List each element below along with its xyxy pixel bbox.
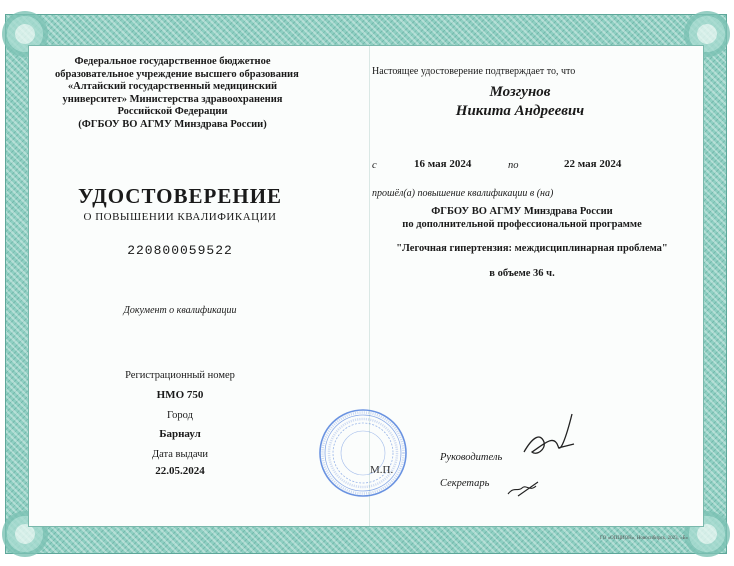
certifies-text: Настоящее удостоверение подтверждает то, что — [372, 66, 576, 77]
passed-text: прошёл(а) повышение квалификации в (на) — [372, 188, 554, 199]
document-title: УДОСТОВЕРЕНИЕ — [77, 184, 283, 208]
program-hours: в объеме 36 ч. — [489, 268, 555, 279]
issue-date-label: Дата выдачи — [151, 449, 209, 460]
to-date: 22 мая 2024 — [564, 158, 622, 170]
city-value: Барнаул — [159, 428, 201, 440]
head-label: Руководитель — [440, 452, 503, 463]
org-line: «Алтайский государственный медицинский — [67, 81, 278, 92]
issuing-organization — [55, 56, 299, 131]
holder-surname: Мозгунов — [489, 84, 551, 100]
printer-footer: ГО «ОПЦИОН», Новосибирск, 2023, «Б» — [600, 536, 688, 541]
document-subtitle: О ПОВЫШЕНИИ КВАЛИФИКАЦИИ — [83, 211, 277, 223]
holder-given-names: Никита Андреевич — [455, 103, 585, 119]
reg-number-label: Регистрационный номер — [125, 370, 235, 381]
org-line: Российской Федерации — [117, 106, 228, 117]
secretary-label: Секретарь — [440, 478, 490, 489]
org-line: Федеральное государственное бюджетное — [74, 56, 271, 67]
training-institution: ФГБОУ ВО АГМУ Минздрава России — [431, 206, 613, 217]
issue-date-value: 22.05.2024 — [155, 465, 205, 477]
head-signature-icon — [514, 408, 584, 468]
reg-number-value: НМО 750 — [156, 389, 204, 401]
secretary-signature-icon — [506, 476, 546, 500]
document-type: Документ о квалификации — [123, 305, 237, 316]
from-label: с — [372, 160, 377, 171]
from-date: 16 мая 2024 — [414, 158, 472, 170]
org-line: образовательное учреждение высшего образования — [55, 68, 299, 80]
official-seal-icon — [318, 408, 408, 498]
stamp-place-mark: М.П. — [370, 464, 394, 476]
org-line: (ФГБОУ ВО АГМУ Минздрава России) — [78, 118, 267, 130]
certificate-number: 220800059522 — [127, 243, 233, 258]
to-label: по — [508, 160, 519, 171]
program-name: "Легочная гипертензия: междисциплинарная проблема" — [396, 243, 668, 254]
city-label: Город — [167, 410, 193, 421]
org-line: университет» Министерства здравоохранения — [62, 93, 283, 105]
program-type: по дополнительной профессиональной программе — [402, 219, 642, 230]
